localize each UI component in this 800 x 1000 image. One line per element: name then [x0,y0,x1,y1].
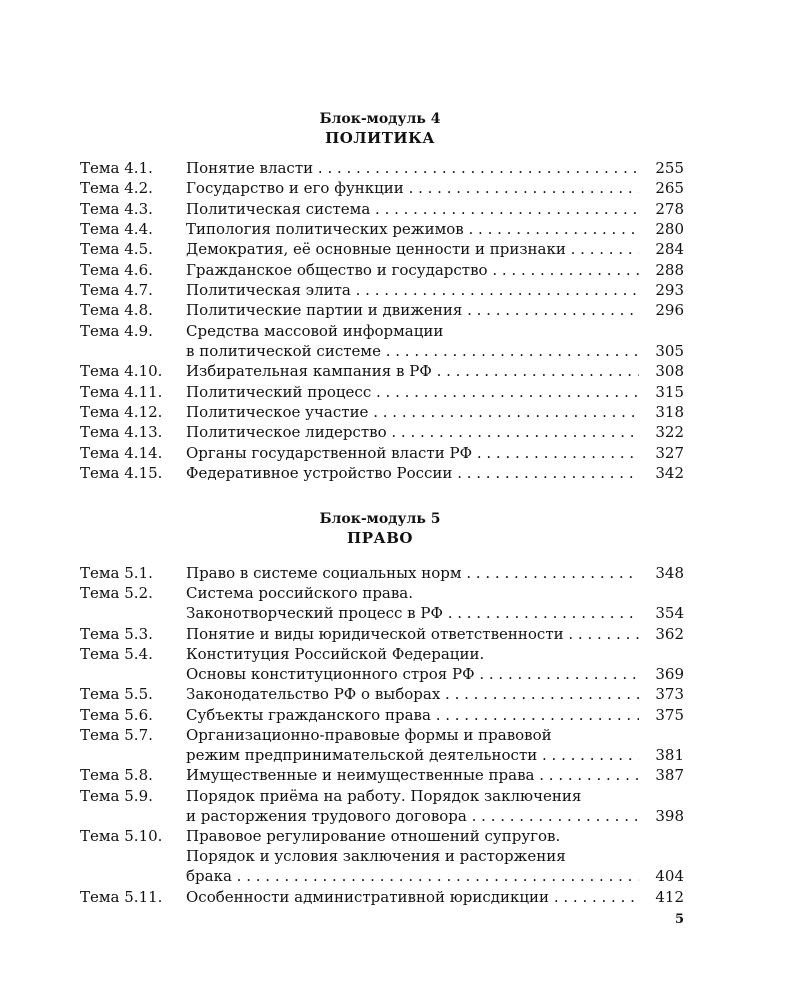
toc-entry-number: Тема 5.9. [80,786,153,805]
toc-entry-number: Тема 5.6. [80,705,153,724]
toc-entry-page: 322 [655,423,684,442]
toc-entry-title-line: Политические партии и движения . . . [186,300,639,320]
toc-entry-title [186,583,639,623]
toc-entry-page: 305 [655,341,684,360]
toc-entry-title [186,199,639,219]
page-number: 5 [674,912,684,927]
toc-entry-page: 296 [655,301,684,320]
toc-entry-page: 404 [655,867,684,886]
toc-entry-title [186,765,639,785]
toc-entry-page: 265 [655,179,684,198]
toc-entry-page: 327 [655,443,684,462]
toc-entry[interactable] [0,887,800,907]
toc-entry[interactable] [0,300,800,320]
block-title: ПРАВО [347,529,413,547]
toc-entry-title [186,402,639,422]
toc-entry[interactable] [0,280,800,300]
toc-entry-title-line: Законодательство РФ о выборах . . . [186,684,639,704]
block-heading [0,110,760,148]
toc-entry-title [186,321,639,361]
toc-entry-number: Тема 4.13. [80,423,163,442]
toc-entry-page: 342 [655,463,684,482]
toc-entry[interactable] [0,443,800,463]
toc-entry[interactable] [0,382,800,402]
toc-entry-title-line: Политический процесс . . . [186,382,639,402]
toc-entry[interactable] [0,684,800,704]
toc-entry[interactable] [0,826,800,886]
toc-entry-number: Тема 5.10. [80,827,163,846]
toc-entry-title-line: Федеративное устройство России . . . [186,463,639,483]
toc-entry-title [186,725,639,765]
toc-entry-title-line: Право в системе социальных норм . . . [186,563,639,583]
toc-entry-title [186,422,639,442]
toc-entry-page: 373 [655,685,684,704]
toc-entry-title [186,300,639,320]
toc-entry-title-line: Основы конституционного строя РФ . . . [186,664,639,684]
toc-entry-title-line: в политической системе . . . [186,341,639,361]
toc-entry-title-line: Правовое регулирование отношений супругов. [186,827,561,846]
toc-entry[interactable] [0,786,800,826]
toc-entry-page: 278 [655,199,684,218]
toc-entry[interactable] [0,583,800,623]
toc-entry-title-line: Органы государственной власти РФ . . . [186,443,639,463]
block-title: ПОЛИТИКА [325,129,435,147]
toc-entry-title-line: Избирательная кампания в РФ . . . [186,361,639,381]
toc-entry-page: 308 [655,362,684,381]
toc-entry-title-line: Конституция Российской Федерации. [186,645,485,664]
toc-entry-number: Тема 5.3. [80,624,153,643]
toc-entry-page: 369 [655,665,684,684]
toc-entry-title [186,624,639,644]
toc-entry[interactable] [0,463,800,483]
toc-entry-title-line: Демократия, её основные ценности и признаки . . . [186,239,639,259]
toc-entry-page: 362 [655,624,684,643]
toc-entry-title [186,178,639,198]
toc-entry-number: Тема 4.5. [80,240,153,259]
toc-entry[interactable] [0,178,800,198]
toc-entry-page: 280 [655,220,684,239]
toc-entry-title [186,443,639,463]
toc-entry-title-line: Система российского права. [186,584,414,603]
toc-entry-title-line: Государство и его функции . . . [186,178,639,198]
toc-entry[interactable] [0,624,800,644]
toc-entry-title [186,219,639,239]
toc-entry-number: Тема 4.6. [80,260,153,279]
toc-entry-number: Тема 5.4. [80,645,153,664]
toc-entry[interactable] [0,765,800,785]
toc-entry-page: 284 [655,240,684,259]
toc-entry-title-line: Организационно-правовые формы и правовой [186,726,552,745]
toc-entry-title [186,239,639,259]
toc-entry[interactable] [0,402,800,422]
toc-entry-title-line: Понятие и виды юридической ответственности . . . [186,624,639,644]
toc-entry-number: Тема 4.1. [80,159,153,177]
toc-entry-title [186,887,639,907]
toc-entry[interactable] [0,644,800,684]
block-subtitle: Блок-модуль 5 [319,511,441,527]
toc-entry-number: Тема 4.15. [80,463,163,482]
toc-entry-number: Тема 4.2. [80,179,153,198]
toc-entry-number: Тема 4.12. [80,402,163,421]
block-subtitle: Блок-модуль 4 [319,111,441,127]
toc-entry-title-line: Политическое лидерство . . . [186,422,639,442]
toc-entry-number: Тема 4.8. [80,301,153,320]
toc-entry[interactable] [0,422,800,442]
toc-entry-title-line: Политическая система . . . [186,199,639,219]
toc-entry-page: 412 [655,887,684,906]
toc-entry-number: Тема 4.3. [80,199,153,218]
toc-entry-title-line: и расторжения трудового договора . . . [186,806,639,826]
toc-entry-page: 354 [655,604,684,623]
toc-entry-title-line: Субъекты гражданского права . . . [186,705,639,725]
toc-entry-number: Тема 4.14. [80,443,163,462]
toc-entry-title [186,644,639,684]
toc-entry-number: Тема 4.9. [80,321,153,340]
toc-entry[interactable] [0,260,800,280]
toc-entry-title [186,786,639,826]
toc-entry-title-line: Средства массовой информации [186,321,444,340]
toc-entry-number: Тема 4.4. [80,220,153,239]
toc-entry-title-line: Особенности административной юрисдикции . . . [186,887,639,907]
toc-entry-number: Тема 5.7. [80,726,153,745]
toc-entry-title [186,260,639,280]
toc-entry-title-line: Политическая элита . . . [186,280,639,300]
toc-entry-title [186,826,639,886]
toc-entry-number: Тема 5.2. [80,584,153,603]
toc-entry-title [186,280,639,300]
toc-entry-page: 375 [655,705,684,724]
toc-entry-page: 315 [655,382,684,401]
toc-entry-title [186,158,639,178]
toc-entry-page: 293 [655,281,684,300]
toc-entry-page: 255 [655,159,684,177]
toc-entry-title [186,361,639,381]
toc-entry-title-line: Имущественные и неимущественные права . . . [186,765,639,785]
toc-entry-title [186,684,639,704]
toc-entry-title-line: Порядок приёма на работу. Порядок заключения [186,786,582,805]
toc-entry-number: Тема 5.1. [80,564,153,582]
toc-entry-number: Тема 5.8. [80,766,153,785]
toc-entry-page: 348 [655,564,684,582]
toc-entry-title-line: Политическое участие . . . [186,402,639,422]
toc-entry-page: 288 [655,260,684,279]
toc-entry-page: 318 [655,402,684,421]
toc-entry-number: Тема 4.7. [80,281,153,300]
toc-entry-number: Тема 5.11. [80,887,163,906]
toc-entry-page: 381 [655,746,684,765]
toc-entry-title-line: режим предпринимательской деятельности . . . [186,745,639,765]
toc-entry-title [186,563,639,583]
toc-entry-page: 387 [655,766,684,785]
toc-entry-title-line: Законотворческий процесс в РФ . . . [186,603,639,623]
toc-entry[interactable] [0,219,800,239]
toc-entry-number: Тема 5.5. [80,685,153,704]
toc-entry-title [186,382,639,402]
toc-entry[interactable] [0,725,800,765]
toc-entry-page: 398 [655,806,684,825]
toc-entry-title-line: брака . . . [186,866,639,886]
toc-entry[interactable] [0,321,800,361]
toc-entry[interactable] [0,199,800,219]
toc-entry-title [186,463,639,483]
toc-entry-title-line: Типология политических режимов . . . [186,219,639,239]
toc-entry-number: Тема 4.11. [80,382,163,401]
toc-entry-title-line: Гражданское общество и государство . . . [186,260,639,280]
toc-entry[interactable] [0,361,800,381]
toc-entry-title-line: Понятие власти . . . [186,158,639,178]
toc-entry-number: Тема 4.10. [80,362,163,381]
toc-entry-title [186,705,639,725]
toc-entry-title-line: Порядок и условия заключения и расторжения [186,847,566,866]
toc-entry[interactable] [0,705,800,725]
toc-entry[interactable] [0,563,800,583]
toc-entry[interactable] [0,158,800,178]
toc-entry[interactable] [0,239,800,259]
block-heading [0,510,760,548]
